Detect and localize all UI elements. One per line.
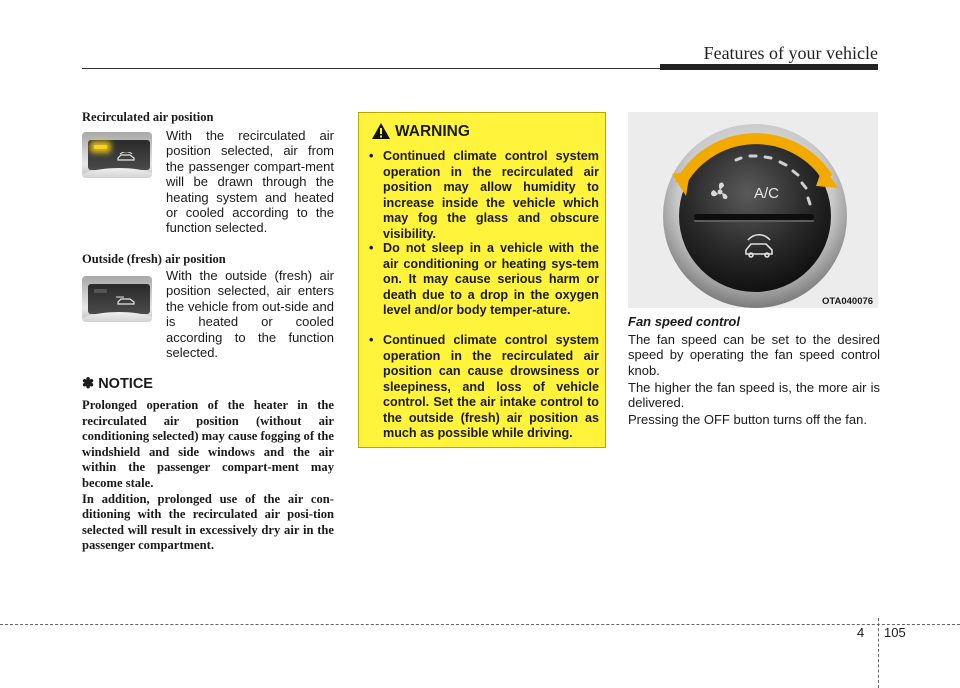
- image-code: OTA040076: [822, 296, 874, 307]
- fan-speed-heading: Fan speed control: [628, 314, 740, 329]
- header-bar: [660, 64, 878, 70]
- outside-air-car-icon: [116, 296, 136, 306]
- page-divider: [878, 618, 880, 688]
- fan-knob-illustration: [628, 112, 878, 308]
- fan-paragraph: The fan speed can be set to the desired speed by operating the fan speed control knob.: [628, 332, 880, 378]
- bullet: •: [369, 149, 374, 163]
- ac-label: A/C: [754, 185, 780, 202]
- bullet: •: [369, 333, 374, 347]
- chapter-number: 4: [857, 625, 865, 640]
- warning-title: WARNING: [395, 123, 470, 140]
- bullet: •: [369, 241, 374, 255]
- notice-paragraph: In addition, prolonged use of the air con-ditioning with the recirculated air posi-tion selected will result in excessively dry air in the passenger compartment.: [82, 491, 334, 553]
- outside-text: With the outside (fresh) air position selected, air enters the vehicle from out-side and is heated or cooled according to the function selected.: [166, 268, 334, 361]
- recirculated-text: With the recirculated air position selected, air from the passenger compart-ment will be drawn through the heating system and heated or cooled according to the function selected.: [166, 128, 334, 236]
- indicator-light-on: [94, 145, 107, 149]
- page-number: 105: [884, 625, 906, 640]
- recirculated-heading: Recirculated air position: [82, 110, 214, 124]
- fan-control-knob-image: [628, 112, 878, 308]
- warning-item: • Continued climate control system operation in the recirculated air position may allow humidity to increase inside the vehicle which may fog the glass and obscure visibility.: [369, 149, 599, 241]
- notice-symbol-icon: ✽: [82, 376, 95, 392]
- outside-button-image: [82, 276, 152, 322]
- fan-paragraph: Pressing the OFF button turns off the fan.: [628, 412, 867, 427]
- warning-item: • Continued climate control system operation in the recirculated air position can cause drowsiness or sleepiness, and loss of vehicle control. Set the air intake control to the outside (fresh) air position as much as possible while driving.: [369, 333, 599, 440]
- header-rule: [82, 68, 660, 69]
- notice-body: [82, 398, 334, 554]
- indicator-light-off: [94, 289, 107, 293]
- running-header: Features of your vehicle: [703, 43, 878, 63]
- warning-item: • Do not sleep in a vehicle with the air conditioning or heating sys-tem on. It may cause serious harm or death due to a drop in the oxygen level and/or body temper-ature.: [369, 241, 599, 317]
- footer-rule: [0, 624, 960, 625]
- warning-triangle-icon: [371, 122, 391, 140]
- notice-heading: [82, 376, 153, 392]
- recirculated-button-image: [82, 132, 152, 178]
- notice-paragraph: Prolonged operation of the heater in the recirculated air position (without air conditioning selected) may cause fogging of the windshield and side windows and the air within the passenger compart-ment may become stale.: [82, 398, 334, 490]
- notice-heading-text: NOTICE: [98, 376, 153, 392]
- fan-paragraph: The higher the fan speed is, the more air is delivered.: [628, 380, 880, 411]
- warning-box: [358, 112, 606, 448]
- recirculate-car-icon: [116, 152, 136, 162]
- outside-heading: Outside (fresh) air position: [82, 252, 226, 266]
